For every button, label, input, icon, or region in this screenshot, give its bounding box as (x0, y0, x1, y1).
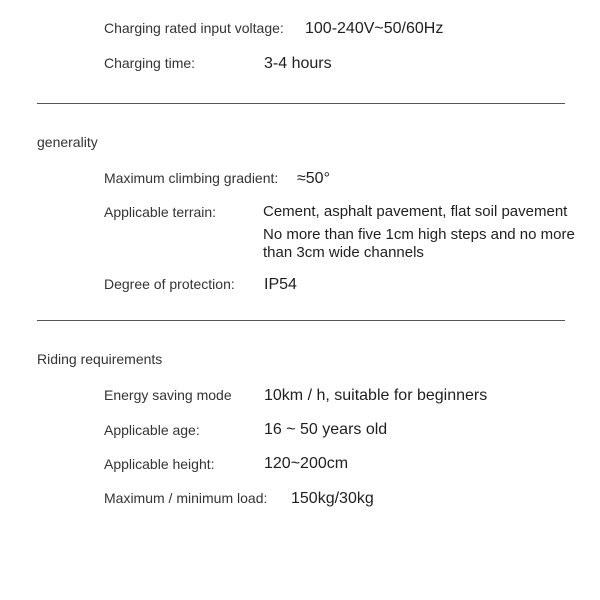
terrain-value-line-2: No more than five 1cm high steps and no more (263, 226, 575, 243)
charging-time-value: 3-4 hours (264, 55, 332, 72)
charging-time-label: Charging time: (104, 55, 196, 71)
protection-label: Degree of protection: (104, 276, 235, 292)
divider-2 (37, 320, 565, 321)
gradient-label: Maximum climbing gradient: (104, 170, 279, 186)
energy-mode-label: Energy saving mode (104, 387, 232, 403)
riding-heading: Riding requirements (37, 351, 163, 367)
terrain-value-line-3: than 3cm wide channels (263, 244, 424, 261)
voltage-value: 100-240V~50/60Hz (305, 20, 444, 37)
load-label: Maximum / minimum load: (104, 490, 268, 506)
generality-heading: generality (37, 134, 98, 150)
protection-value: IP54 (264, 276, 297, 293)
terrain-label: Applicable terrain: (104, 204, 217, 220)
age-label: Applicable age: (104, 422, 200, 438)
load-value: 150kg/30kg (291, 490, 374, 507)
height-value: 120~200cm (264, 455, 349, 472)
age-value: 16 ~ 50 years old (264, 421, 388, 438)
divider-1 (37, 103, 565, 104)
energy-mode-value: 10km / h, suitable for beginners (264, 387, 488, 404)
voltage-label: Charging rated input voltage: (104, 20, 284, 36)
gradient-value: ≈50° (297, 170, 330, 187)
terrain-value-line-1: Cement, asphalt pavement, flat soil pavement (263, 203, 568, 220)
height-label: Applicable height: (104, 456, 215, 472)
